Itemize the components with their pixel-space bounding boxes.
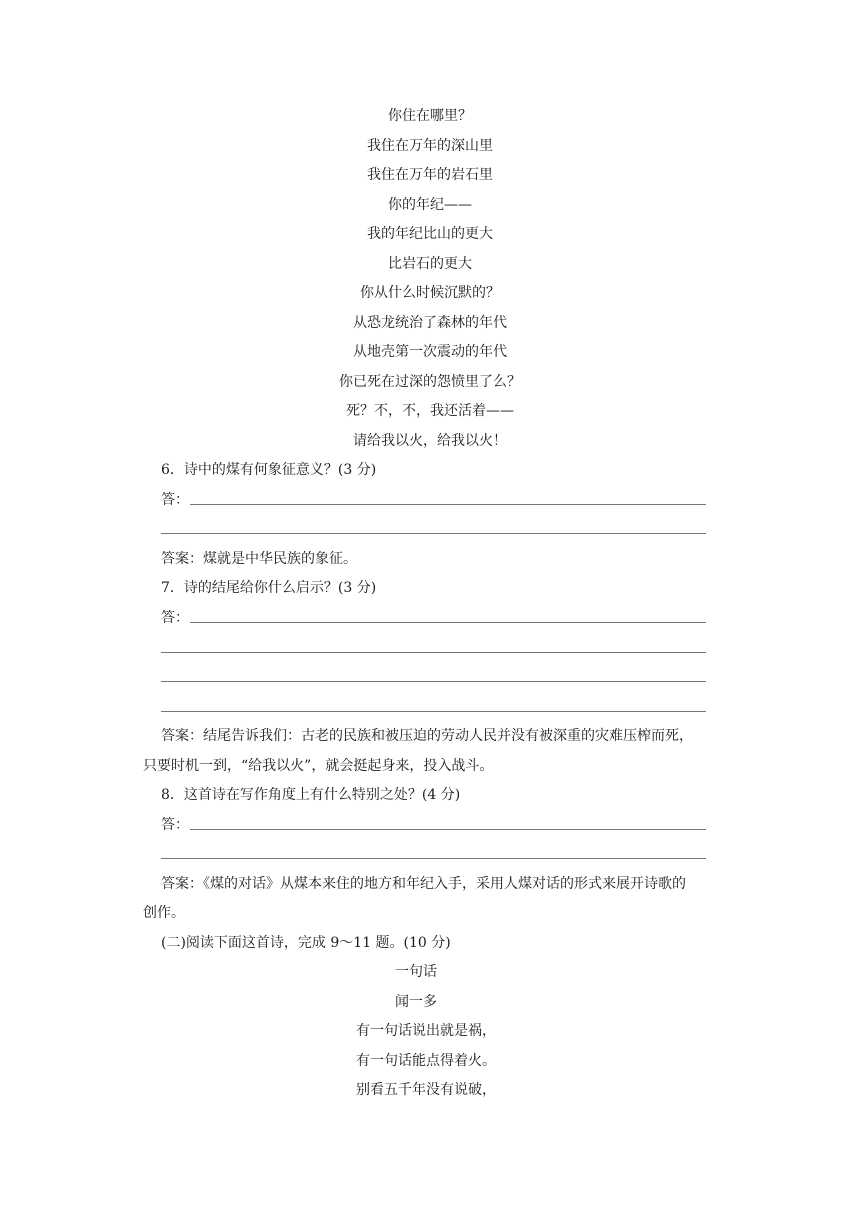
poem-line: 我的年纪比山的更大	[367, 226, 493, 242]
answer-line[interactable]	[161, 858, 706, 859]
poem-line: 你住在哪里？	[388, 108, 472, 124]
answer-text: 创作。	[143, 905, 185, 921]
answer-line[interactable]	[161, 533, 706, 534]
answer-prefix: 答：	[161, 817, 189, 833]
poem-line: 死？不，不，我还活着——	[346, 403, 514, 419]
question-text: 8．这首诗在写作角度上有什么特别之处？(4 分)	[161, 787, 461, 803]
poem-line: 我住在万年的深山里	[367, 138, 493, 154]
poem-line: 你的年纪——	[388, 197, 472, 213]
poem-line: 别看五千年没有说破，	[356, 1082, 496, 1098]
poem-line: 从地壳第一次震动的年代	[353, 344, 507, 360]
answer-text: 只要时机一到，“给我以火”，就会挺起身来，投入战斗。	[143, 758, 494, 774]
answer-line[interactable]	[161, 652, 706, 653]
poem-line: 请给我以火，给我以火！	[353, 433, 507, 449]
section-heading: (二)阅读下面这首诗，完成 9～11 题。(10 分)	[161, 935, 451, 951]
answer-prefix: 答：	[161, 610, 189, 626]
poem-line: 有一句话能点得着火。	[356, 1053, 496, 1069]
answer-text: 答案：《煤的对话》从煤本来住的地方和年纪入手，采用人煤对话的形式来展开诗歌的	[161, 876, 686, 892]
answer-text: 答案：煤就是中华民族的象征。	[161, 551, 357, 567]
answer-line[interactable]	[190, 829, 706, 830]
poem-line: 从恐龙统治了森林的年代	[353, 315, 507, 331]
answer-line[interactable]	[161, 681, 706, 682]
poem-line: 我住在万年的岩石里	[367, 167, 493, 183]
poem-line: 有一句话说出就是祸，	[356, 1023, 496, 1039]
poem-author: 闻一多	[395, 994, 437, 1010]
answer-line[interactable]	[190, 622, 706, 623]
poem-line: 你从什么时候沉默的？	[360, 285, 500, 301]
answer-line[interactable]	[190, 504, 706, 505]
answer-prefix: 答：	[161, 492, 189, 508]
poem-title: 一句话	[395, 964, 437, 980]
poem-line: 比岩石的更大	[388, 256, 472, 272]
answer-text: 答案：结尾告诉我们：古老的民族和被压迫的劳动人民并没有被深重的灾难压榨而死，	[161, 728, 693, 744]
poem-line: 你已死在过深的怨愤里了么？	[339, 374, 521, 390]
question-text: 6．诗中的煤有何象征意义？(3 分)	[161, 462, 377, 478]
question-text: 7．诗的结尾给你什么启示？(3 分)	[161, 580, 377, 596]
answer-line[interactable]	[161, 711, 706, 712]
